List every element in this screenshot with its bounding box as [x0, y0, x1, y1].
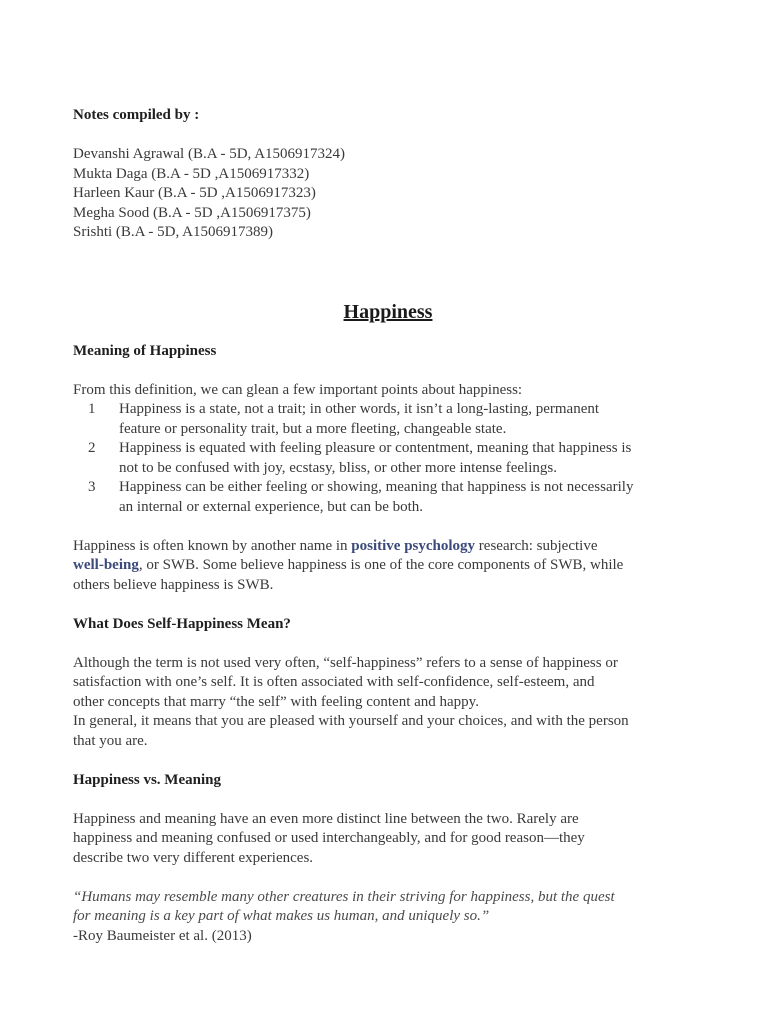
paragraph-text: Although the term is not used very often, “self-happiness” refers to a sense of happiness or [73, 654, 618, 671]
section-heading-meaning: Meaning of Happiness [73, 342, 217, 359]
author-line: Devanshi Agrawal (B.A - 5D, A1506917324) [73, 146, 346, 162]
document-title: Happiness [343, 300, 433, 323]
quote-attribution: -Roy Baumeister et al. (2013) [73, 927, 252, 944]
author-list [73, 145, 703, 243]
paragraph-text: that you are. [73, 732, 148, 749]
paragraph-text: Happiness is often known by another name in [73, 537, 352, 554]
happiness-vs-meaning-paragraph [73, 810, 703, 869]
quote-text: for meaning is a key part of what makes us human, and uniquely so.” [73, 908, 490, 924]
well-being-link[interactable]: well-being [73, 557, 139, 573]
list-item-text: Happiness is a state, not a trait; in other words, it isn’t a long-lasting, permanent [119, 401, 600, 417]
swb-paragraph [73, 537, 703, 596]
paragraph-text: happiness and meaning confused or used interchangeably, and for good reason—they [73, 830, 585, 846]
author-line: Srishti (B.A - 5D, A1506917389) [73, 224, 274, 240]
paragraph-text: describe two very different experiences. [73, 849, 314, 866]
section-heading-self-happiness: What Does Self-Happiness Mean? [73, 615, 291, 632]
paragraph-text: In general, it means that you are pleased with yourself and your choices, and with the person [73, 713, 629, 729]
self-happiness-paragraph [73, 654, 703, 752]
list-item-number: 3 [88, 479, 96, 495]
author-line: Megha Sood (B.A - 5D ,A1506917375) [73, 204, 311, 221]
list-item-number: 2 [88, 440, 96, 456]
paragraph-text: Happiness and meaning have an even more distinct line between the two. Rarely are [73, 810, 579, 827]
list-item [73, 478, 703, 517]
list-item-text: not to be confused with joy, ecstasy, bliss, or other more intense feelings. [119, 459, 557, 476]
paragraph-text: research: subjective [475, 537, 598, 554]
list-item-text: Happiness can be either feeling or showing, meaning that happiness is not necessarily [119, 479, 634, 495]
list-item-text: Happiness is equated with feeling pleasure or contentment, meaning that happiness is [119, 440, 632, 456]
document-page [73, 106, 703, 946]
paragraph-text: satisfaction with one’s self. It is often associated with self-confidence, self-esteem, and [73, 674, 595, 690]
paragraph-text: other concepts that marry “the self” with feeling content and happy. [73, 693, 479, 710]
list-item-number: 1 [88, 401, 96, 417]
compiled-by-label: Notes compiled by : [73, 107, 200, 123]
list-item-text: feature or personality trait, but a more fleeting, changeable state. [119, 420, 507, 437]
list-item-text: an internal or external experience, but can be both. [119, 498, 424, 515]
meaning-intro: From this definition, we can glean a few important points about happiness: [73, 381, 523, 398]
paragraph-text: others believe happiness is SWB. [73, 576, 274, 593]
block-quote [73, 888, 703, 947]
author-line: Harleen Kaur (B.A - 5D ,A1506917323) [73, 185, 316, 201]
author-line: Mukta Daga (B.A - 5D ,A1506917332) [73, 165, 310, 182]
list-item [73, 400, 703, 439]
happiness-points-list [73, 400, 703, 517]
positive-psychology-link[interactable]: positive psychology [351, 537, 476, 554]
paragraph-text: , or SWB. Some believe happiness is one of the core components of SWB, while [138, 557, 624, 573]
list-item [73, 439, 703, 478]
quote-text: “Humans may resemble many other creatures in their striving for happiness, but the quest [73, 888, 615, 905]
section-heading-happiness-vs-meaning: Happiness vs. Meaning [73, 771, 221, 788]
